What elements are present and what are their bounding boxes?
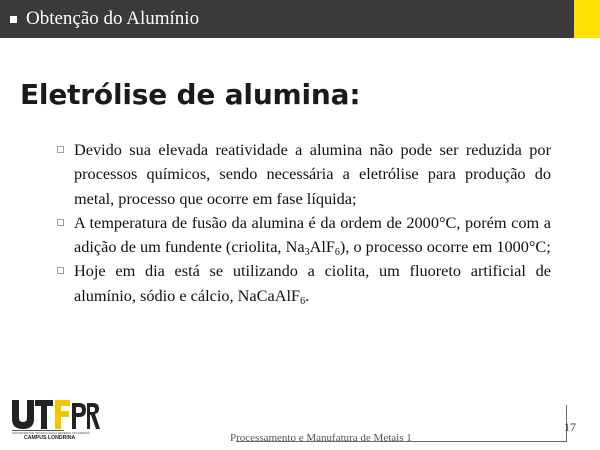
hollow-square-bullet-icon: [57, 146, 64, 153]
logo-campus-text: CAMPUS LONDRINA: [24, 435, 76, 440]
slide-heading: Eletrólise de alumina:: [20, 78, 361, 111]
subscript: 6: [334, 247, 340, 259]
section-title: [8, 8, 199, 30]
footer-course: Processamento e Manufatura de Metais 1: [230, 432, 412, 444]
bullet-item: [57, 259, 551, 308]
bullet-text: AlF: [309, 237, 335, 257]
subscript: 6: [300, 295, 306, 307]
logo-university-text: UNIVERSIDADE TECNOLÓGICA FEDERAL DO PARANÁ: [12, 431, 90, 435]
bullet-text: A temperatura de fusão da alumina é da ordem de 2000°C, porém com a adição de um fundente (criolita, Na: [74, 212, 551, 257]
page-number: 17: [564, 420, 576, 434]
bullet-text: .: [305, 285, 310, 305]
accent-strip: [574, 0, 600, 38]
hollow-square-bullet-icon: [57, 219, 64, 226]
hollow-square-bullet-icon: [57, 267, 64, 274]
utfpr-logo: [10, 398, 100, 440]
section-title-text: Obtenção do Alumínio: [26, 8, 200, 29]
title-bar: [0, 0, 600, 38]
bullet-item: [57, 211, 551, 260]
square-bullet-icon: [10, 16, 17, 23]
subscript: 3: [304, 247, 310, 259]
bullet-text: Hoje em dia está se utilizando a ciolita, um fluoreto artificial de alumínio, sódio e cálcio, NaCaAlF: [74, 261, 551, 305]
bullet-text: ), o processo ocorre em 1000°C;: [339, 237, 551, 257]
bullet-list: [57, 138, 551, 308]
bullet-item: [57, 138, 551, 211]
bullet-text: Devido sua elevada reatividade a alumina não pode ser reduzida por processos químicos, sendo necessária a eletrólise para produção do metal, processo que ocorre em fase líquida;: [74, 140, 551, 208]
